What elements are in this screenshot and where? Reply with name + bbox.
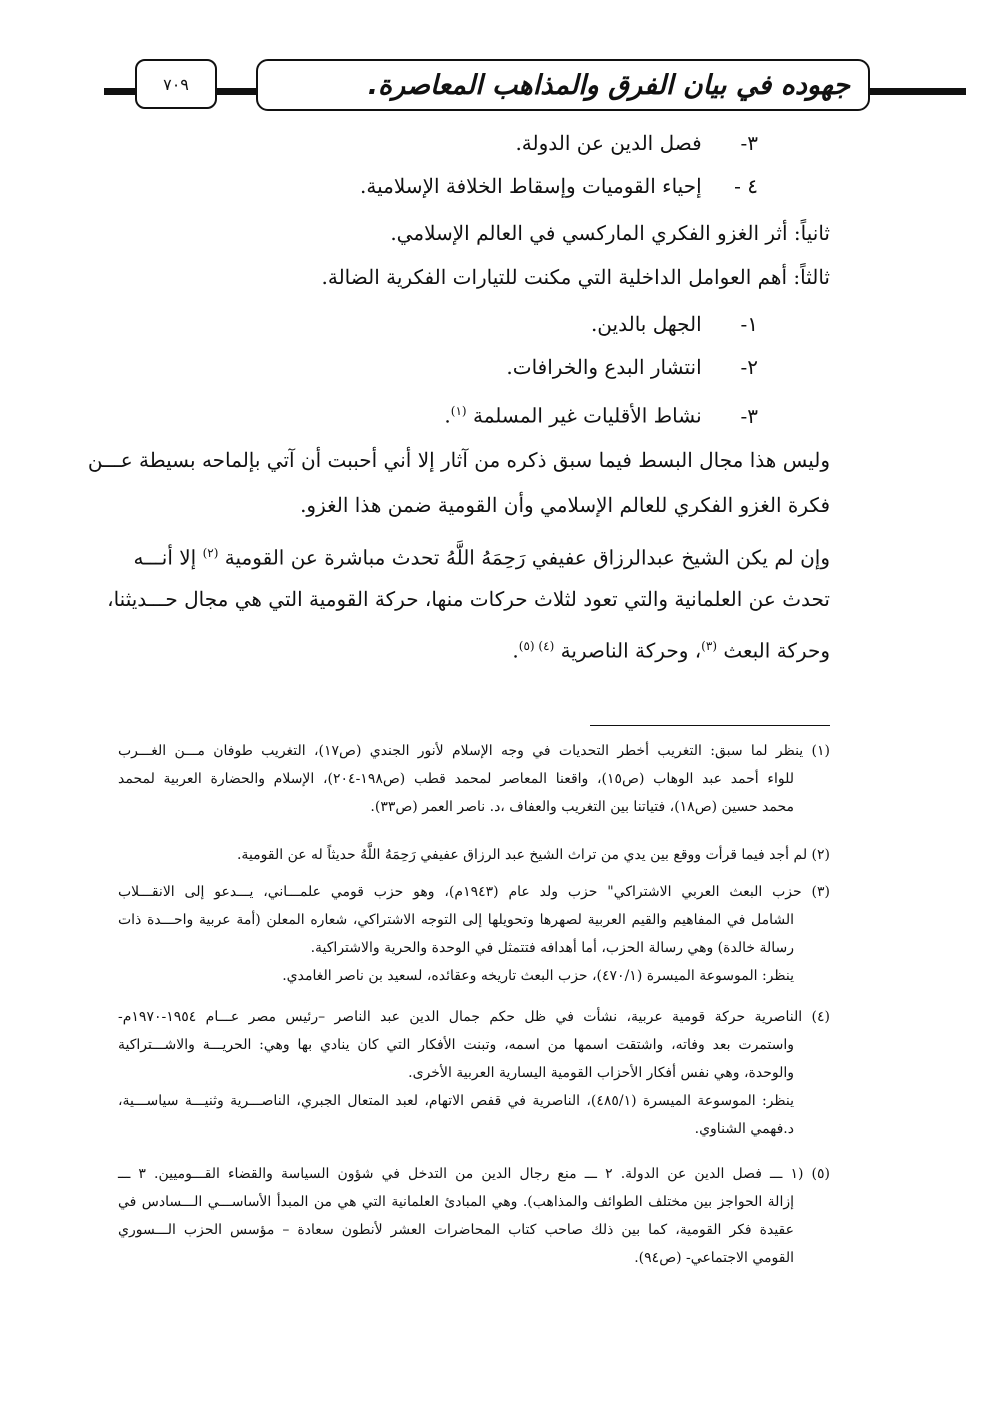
section-heading-second: ثانياً: أثر الغزو الفكري الماركسي في العالم الإسلامي. bbox=[390, 221, 830, 245]
paragraph-line: تحدث عن العلمانية والتي تعود لثلاث حركات منها، حركة القومية التي هي مجال حـــديثنا، bbox=[107, 587, 830, 611]
footnote-separator bbox=[590, 725, 830, 726]
footnote-ref[interactable]: (٣) bbox=[701, 639, 717, 653]
footnote: (٢) لم أجد فيما قرأت ووقع بين يدي من تراث الشيخ عبد الرزاق عفيفي رَحِمَهُ اللَّهُ حديثاً له عن القومية. bbox=[236, 847, 830, 863]
running-title-box bbox=[256, 59, 870, 111]
footnote-ref[interactable]: (٢) bbox=[202, 546, 219, 560]
page-number: ٧٠٩ bbox=[163, 74, 189, 94]
page-number-box bbox=[135, 59, 217, 109]
footnote-ref[interactable]: (٤) (٥) bbox=[518, 639, 555, 653]
list-item: ٣- فصل الدين عن الدولة. bbox=[515, 131, 758, 155]
list-item: ٤ - إحياء القوميات وإسقاط الخلافة الإسلامية. bbox=[360, 174, 758, 198]
paragraph-line: فكرة الغزو الفكري للعالم الإسلامي وأن القومية ضمن هذا الغزو. bbox=[300, 493, 830, 517]
list-item: ٢- انتشار البدع والخرافات. bbox=[506, 355, 758, 379]
section-heading-third: ثالثاً: أهم العوامل الداخلية التي مكنت للتيارات الفكرية الضالة. bbox=[321, 265, 830, 289]
footnote: (١) ينظر لما سبق: التغريب أخطر التحديات في وجه الإسلام لأنور الجندي (ص١٧)، التغريب طوفان مـــن الغـــرب للواء أحمد عبد الوهاب (ص١٥)، واقعنا المعاصر لمحمد قطب (ص١٩٨-٢٠٤)، الإسلام والحضارة العربية لمحمد محمد حسين (ص١٨)، فتياتنا بين التغريب والعفاف ،د. ناصر العمر (ص٣٣). bbox=[118, 743, 830, 815]
list-item: ١- الجهل بالدين. bbox=[590, 312, 758, 336]
header-rule-left bbox=[104, 88, 136, 95]
footnote: (٤) الناصرية حركة قومية عربية، نشأت في ظل حكم جمال الدين عبد الناصر –رئيس مصر عـــام ١٩٥٤-١٩٧٠م- واستمرت بعد وفاته، واشتقت اسمها من اسمه، وتبنت الأفكار التي كان ينادي بها وهي: الحريـــة والاشـــتراكية والوحدة، وهي نفس أفكار الأحزاب القومية اليسارية العربية الأخرى. ينظر: الموسوعة الميسرة (٤٨٥/١)، الناصرية في قفص الاتهام، لعبد المتعال الجبري، الناصـــرية وثنيـــة سياســـية، د.فهمي الشناوي. bbox=[118, 1009, 830, 1137]
footnote: (٥) (١ ـــ فصل الدين عن الدولة. ٢ ـــ منع رجال الدين من التدخل في شؤون السياسة والقضاء القـــوميين. ٣ ـــ إزالة الحواجز بين مختلف الطوائف والمذاهب). وهي المبادئ العلمانية التي هي من المبدأ الأساســـي الـــسادس في عقيدة فكر القومية، كما بين ذلك صاحب كتاب المحاضرات العشر لأنطون سعادة – مؤسس الحزب الـــسوري القومي الاجتماعي- (ص٩٤). bbox=[118, 1166, 830, 1266]
header-rule-middle bbox=[216, 88, 258, 95]
paragraph-line: وليس هذا مجال البسط فيما سبق ذكره من آثار إلا أني أحببت أن آتي بإلماحه بسيطة عـــن bbox=[87, 448, 830, 472]
running-title: جهوده في بيان الفرق والمذاهب المعاصرة. bbox=[367, 69, 850, 101]
paragraph-line: وإن لم يكن الشيخ عبدالرزاق عفيفي رَحِمَهُ اللَّهُ تحدث مباشرة عن القومية $^{(٢)}$ إلا أنـــه bbox=[133, 545, 830, 570]
header-rule-right bbox=[868, 88, 966, 95]
footnote: (٣) حزب البعث العربي الاشتراكي" حزب ولد عام (١٩٤٣م)، وهو حزب قومي علمـــاني، يـــدعو إلى الانقـــلاب الشامل في المفاهيم والقيم العربية لصهرها وتحويلها إلى التوجه الاشتراكي، شعاره المعلن (أمة عربية واحـــدة ذات رسالة خالدة) وهي رسالة الحزب، أما أهدافه فتتمثل في الوحدة والحرية والاشتراكية. ينظر: الموسوعة الميسرة (٤٧٠/١)، حزب البعث تاريخه وعقائده، لسعيد بن ناصر الغامدي. bbox=[118, 884, 830, 984]
list-item: ٣- نشاط الأقليات غير المسلمة $^{(١)}$. bbox=[444, 403, 758, 428]
paragraph-line: وحركة البعث $^{(٣)}$، وحركة الناصرية $^{(٤) (٥)}$. bbox=[512, 638, 830, 663]
footnote-ref[interactable]: (١) bbox=[450, 404, 467, 418]
